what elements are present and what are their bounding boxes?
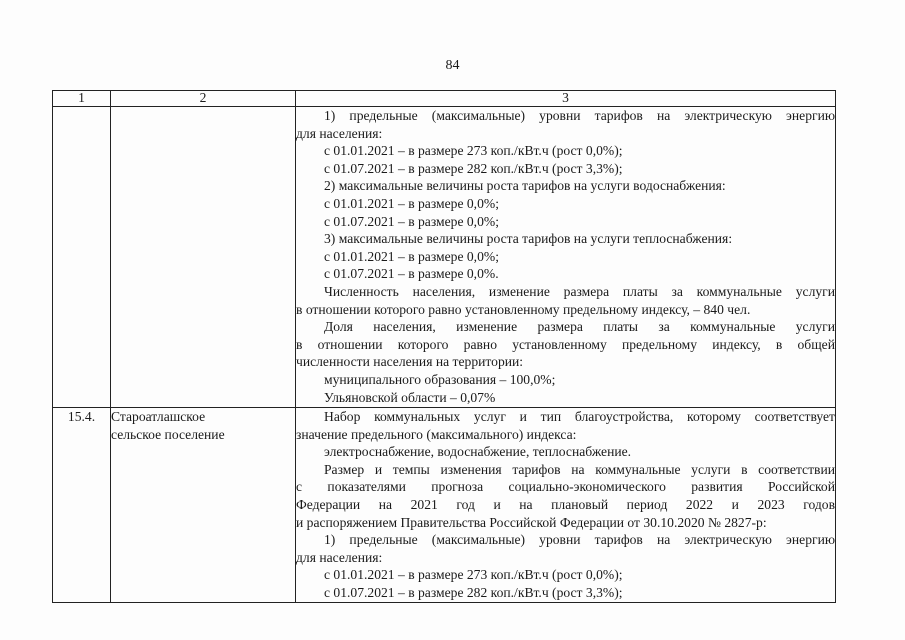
text-line: 1) предельные (максимальные) уровни тарифов на электрическую энергию [324, 108, 835, 123]
column-header-3: 3 [296, 91, 836, 107]
row-content [296, 107, 836, 408]
text-line: Ульяновской области – 0,07% [324, 389, 496, 405]
row-number [53, 107, 111, 408]
text-line: Набор коммунальных услуг и тип благоустройства, которому соответствует [324, 409, 835, 424]
text-line: в отношении которого равно установленному предельному индексу, в общей [296, 336, 835, 352]
text-line: 1) предельные (максимальные) уровни тарифов на электрическую энергию [324, 532, 835, 548]
text-line: электроснабжение, водоснабжение, теплоснабжение. [324, 444, 632, 460]
tariff-table [52, 90, 836, 603]
text-line: 3) максимальные величины роста тарифов на услуги теплоснабжения: [324, 231, 733, 247]
text-line: Доля населения, изменение размера платы за коммунальные услуги [324, 319, 835, 335]
column-header-1: 1 [53, 91, 111, 107]
text-line: муниципального образования – 100,0%; [324, 371, 556, 387]
settlement-name [111, 107, 296, 408]
text-line: для населения: [296, 125, 383, 141]
text-line: с показателями прогноза социально-экономического развития Российской [296, 479, 835, 495]
column-header-2: 2 [111, 91, 296, 107]
text-line: Федерации на 2021 год и на плановый период 2022 и 2023 годов [296, 496, 835, 512]
text-line: Численность населения, изменение размера платы за коммунальные услуги [324, 283, 835, 299]
text-line: с 01.01.2021 – в размере 273 коп./кВт.ч (рост 0,0%); [324, 567, 623, 583]
settlement-name [111, 408, 296, 603]
page-number: 84 [445, 58, 460, 73]
text-line: в отношении которого равно установленному предельному индексу, – 840 чел. [296, 301, 751, 317]
text-line: для населения: [296, 549, 383, 565]
text-line: с 01.07.2021 – в размере 0,0%. [324, 266, 499, 282]
text-line: с 01.07.2021 – в размере 282 коп./кВт.ч (рост 3,3%); [324, 584, 623, 600]
text-line: с 01.07.2021 – в размере 282 коп./кВт.ч (рост 3,3%); [324, 160, 623, 176]
header-row [53, 91, 836, 107]
settlement-name-line: Староатлашское [111, 409, 206, 424]
settlement-name-line: сельское поселение [111, 426, 225, 442]
text-line: с 01.01.2021 – в размере 273 коп./кВт.ч (рост 0,0%); [324, 143, 623, 159]
text-line: с 01.01.2021 – в размере 0,0%; [324, 248, 499, 264]
text-line: численности населения на территории: [296, 354, 524, 370]
table-row [53, 408, 836, 603]
text-line: с 01.07.2021 – в размере 0,0%; [324, 213, 499, 229]
table-row [53, 107, 836, 408]
text-line: и распоряжением Правительства Российской Федерации от 30.10.2020 № 2827-р: [296, 514, 767, 530]
text-line: Размер и темпы изменения тарифов на коммунальные услуги в соответствии [324, 461, 835, 477]
row-content [296, 408, 836, 603]
text-line: значение предельного (максимального) индекса: [296, 426, 577, 442]
text-line: с 01.01.2021 – в размере 0,0%; [324, 195, 499, 211]
row-number: 15.4. [53, 408, 111, 603]
text-line: 2) максимальные величины роста тарифов на услуги водоснабжения: [324, 178, 726, 194]
